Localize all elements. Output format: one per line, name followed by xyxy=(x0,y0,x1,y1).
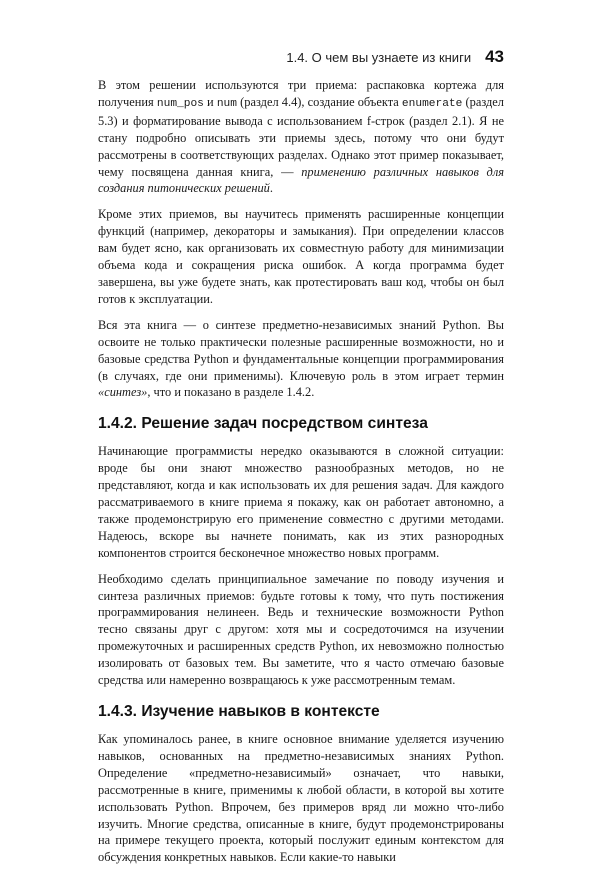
running-head xyxy=(96,47,504,69)
page-body xyxy=(98,77,504,875)
section-heading-1-4-3: 1.4.3. Изучение навыков в контексте xyxy=(98,703,380,720)
paragraph-text: В этом решении используются три приема: распаковка кортежа для получения xyxy=(98,78,504,109)
paragraph-advanced-concepts: Кроме этих приемов, вы научитесь применять расширенные концепции функций (например, декораторы и замыкания). При определении классов вам будет ясно, как организовать их совместную работу для минимизации объема кода и сокращения риска ошибок. А когда программа будет завершена, вы уже будете знать, как протестировать ваш код, чтобы он был готов к эксплуатации. xyxy=(98,207,504,306)
paragraph-text: Вся эта книга — о синтезе предметно-независимых знаний Python. Вы освоите не только практически полезные расширенные возможности, но и базовые средства Python и фундаментальные концепции программирования (в случаях, где они применимы). Ключевую роль в этом играет термин xyxy=(98,317,504,383)
paragraph-nonlinear: Необходимо сделать принципиальное замечание по поводу изучения и синтеза различных приемов: будьте готовы к тому, что путь постижения программирования нелинеен. Ведь и технические возможности Python тесно связаны друг с другом: хотя мы и сосредоточимся на изучении промежуточных и расширенных средств Python, их невозможно полностью изолировать от базовых тем. Вы заметите, что я часто отмечаю базовые средства или намеренно возвращаюсь к уже рассмотренным темам. xyxy=(98,571,504,688)
paragraph-text: . xyxy=(269,181,273,196)
paragraph-context: Как упоминалось ранее, в книге основное внимание уделяется изучению навыков, основанных на предметно-независимых знаниях Python. Определение «предметно-независимый» означает, что навыки, рассмотренные в книге, применимы к любой области, в которой вы хотите использовать Python. Впрочем, без примеров вряд ли можно что-либо изучить. Многие средства, описанные в книге, будут продемонстрированы на примере текущего проекта, который послужит единым контекстом для обсуждения конкретных навыков. Если какие-то навыки xyxy=(98,732,504,865)
paragraph-text: (раздел 4.4), создание объекта xyxy=(237,94,402,109)
paragraph-synthesis-intro xyxy=(98,317,504,402)
chapter-title: 1.4. О чем вы узнаете из книги xyxy=(286,50,472,65)
paragraph-text: и xyxy=(203,94,217,109)
paragraph-techniques xyxy=(98,77,504,197)
paragraph-text: , что и показано в разделе 1.4.2. xyxy=(147,385,315,400)
paragraph-text: (раздел 5.3) и форматирование вывода с использованием f-строк (раздел 2.1). Я не стану подробно описывать эти приемы здесь, потому что они будут рассмотрены в соответствующих разделах. Однако этот пример показывает, чему посвящена данная книга, — xyxy=(98,94,504,179)
emphasis-text: «синтез» xyxy=(98,385,148,400)
page-number: 43 xyxy=(485,47,504,66)
inline-code: num xyxy=(216,97,237,110)
section-heading-1-4-2: 1.4.2. Решение задач посредством синтеза xyxy=(98,415,428,433)
paragraph-beginners: Начинающие программисты нередко оказываются в сложной ситуации: вроде бы они знают множество разнообразных методов, но не представляют, когда и как использовать их для решения задач. Для каждого рассматриваемого в книге приема я покажу, как он работает автономно, а также продемонстрирую его применение совместно с другими методами. Надеюсь, вскоре вы начнете понимать, как из этих разнородных компонентов строится бесконечное множество новых программ. xyxy=(98,444,504,560)
inline-code: enumerate xyxy=(401,97,463,110)
inline-code: num_pos xyxy=(156,97,204,110)
emphasis-text: применению различных навыков для создания питонических решений xyxy=(98,164,504,196)
